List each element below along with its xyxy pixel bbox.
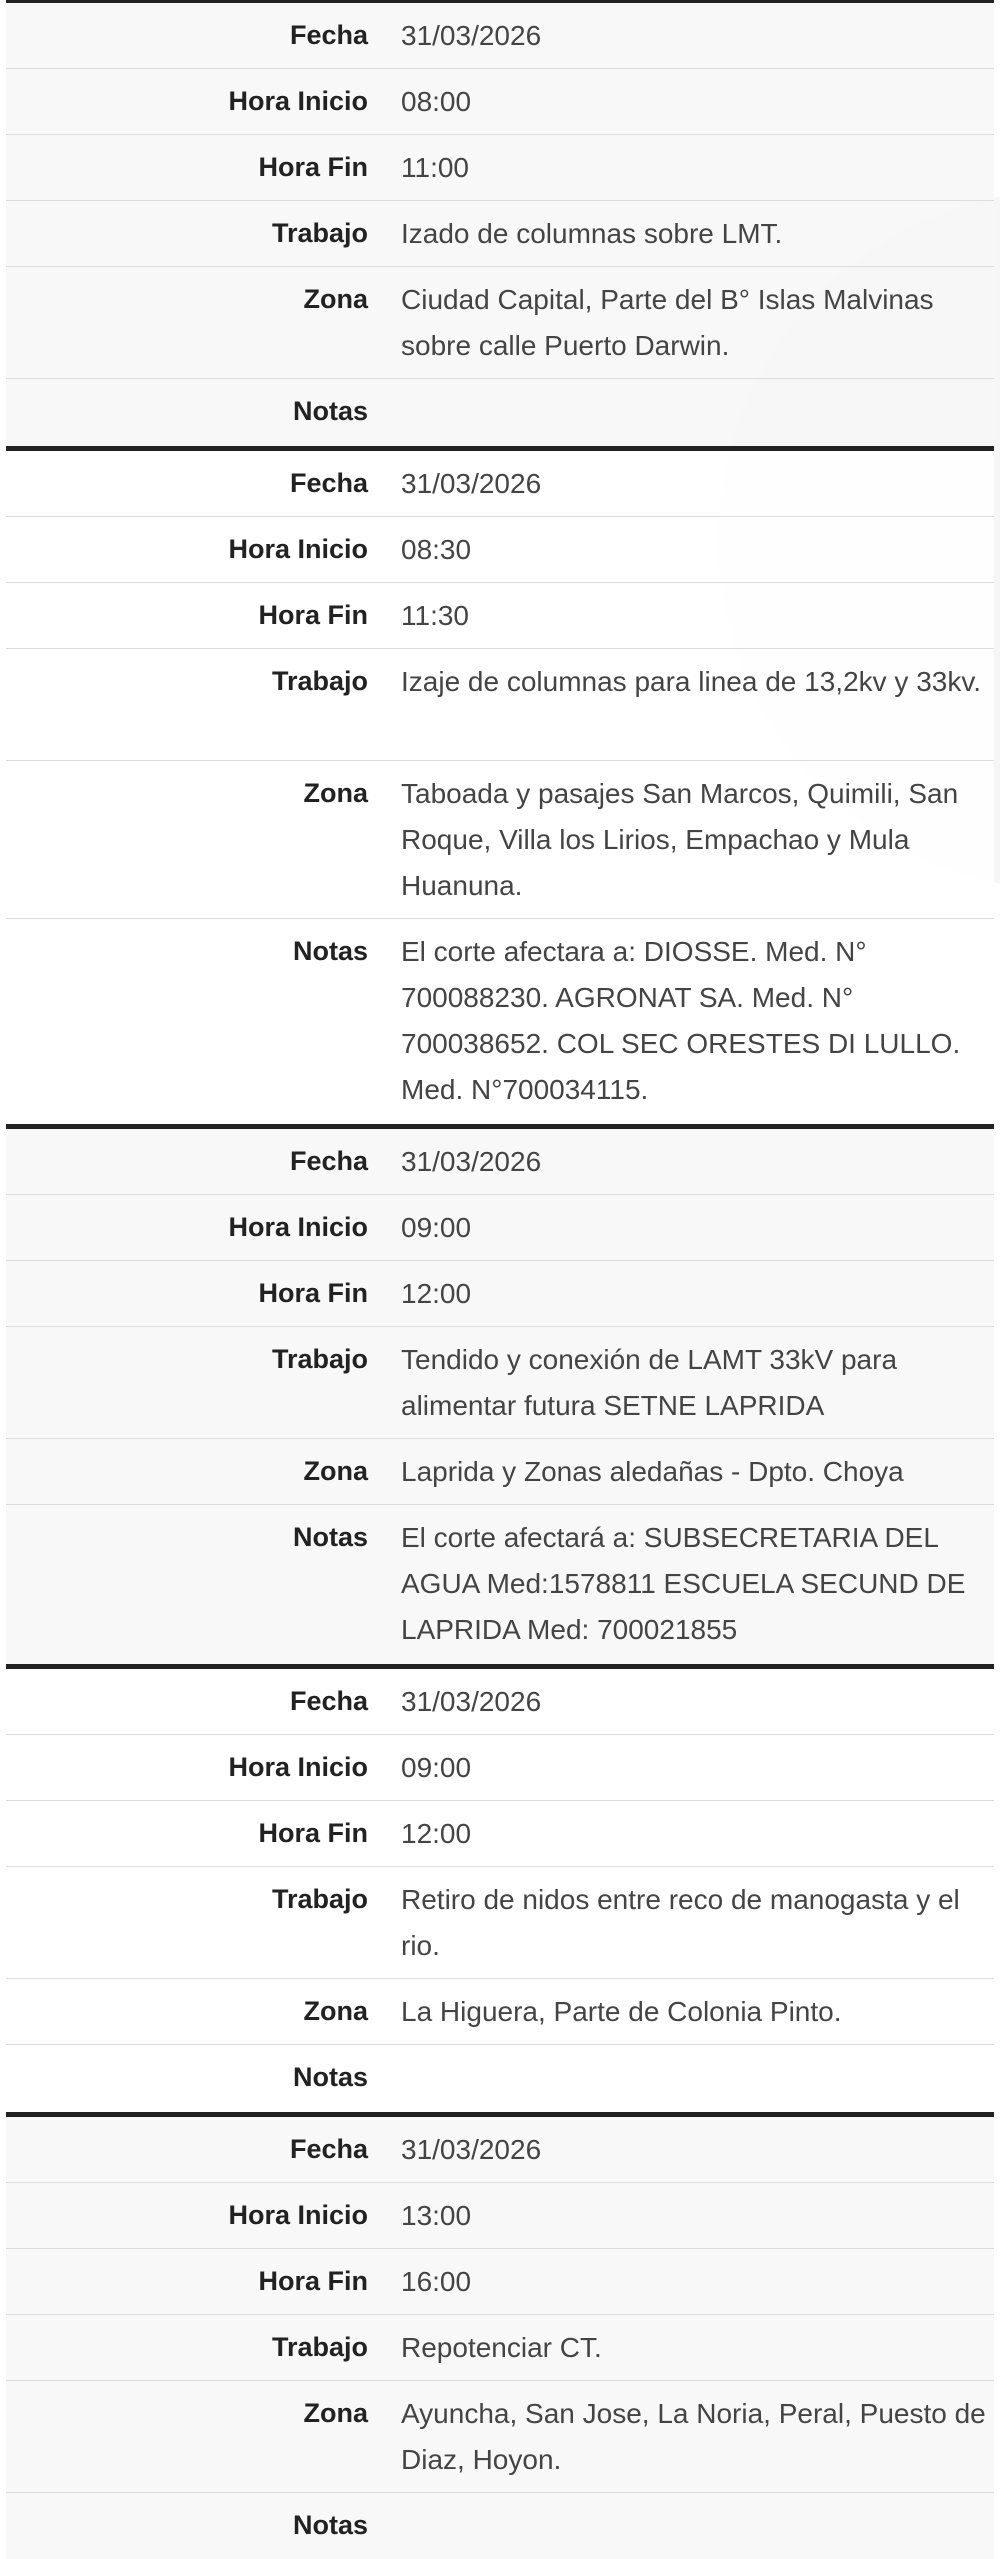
row-notas	[6, 919, 994, 1124]
row-fecha	[6, 3, 994, 69]
row-hora-fin	[6, 583, 994, 649]
trabajo-label: Trabajo	[271, 666, 368, 696]
notas-value: El corte afectará a: SUBSECRETARIA DEL AGUA Med:1578811 ESCUELA SECUND DE LAPRIDA Med: 700021855	[401, 1522, 966, 1645]
row-hora-inicio	[6, 1735, 994, 1801]
hora-fin-value: 12:00	[401, 1818, 472, 1849]
notas-label: Notas	[292, 2062, 368, 2092]
fecha-label: Fecha	[289, 2134, 368, 2164]
hora-fin-label: Hora Fin	[258, 2266, 368, 2296]
zona-value: Laprida y Zonas aledañas - Dpto. Choya	[401, 1456, 904, 1487]
notas-value	[401, 373, 994, 446]
row-trabajo	[6, 649, 994, 761]
fecha-label: Fecha	[289, 20, 368, 50]
row-hora-inicio	[6, 69, 994, 135]
notas-value	[401, 2039, 994, 2112]
zona-label: Zona	[303, 1456, 368, 1486]
hora-inicio-value: 09:00	[401, 1212, 472, 1243]
row-hora-fin	[6, 1801, 994, 1867]
hora-inicio-label: Hora Inicio	[228, 86, 368, 116]
row-hora-fin	[6, 2249, 994, 2315]
hora-inicio-value: 09:00	[401, 1752, 472, 1783]
row-trabajo	[6, 2315, 994, 2381]
hora-inicio-value: 08:00	[401, 86, 472, 117]
outage-entry	[6, 1124, 994, 1664]
trabajo-label: Trabajo	[271, 218, 368, 248]
row-zona	[6, 1439, 994, 1505]
row-notas	[6, 2045, 994, 2112]
outage-entry	[6, 1664, 994, 2112]
row-fecha	[6, 2117, 994, 2183]
trabajo-value: Tendido y conexión de LAMT 33kV para alimentar futura SETNE LAPRIDA	[401, 1344, 898, 1421]
row-fecha	[6, 1669, 994, 1735]
row-trabajo	[6, 201, 994, 267]
fecha-value: 31/03/2026	[401, 2134, 542, 2165]
notas-label: Notas	[292, 2510, 368, 2540]
outage-entry	[6, 2112, 994, 2559]
outage-entry	[6, 446, 994, 1124]
hora-fin-label: Hora Fin	[258, 1818, 368, 1848]
row-notas	[6, 1505, 994, 1664]
row-zona	[6, 2381, 994, 2493]
hora-fin-label: Hora Fin	[258, 1278, 368, 1308]
zona-value: Taboada y pasajes San Marcos, Quimili, San Roque, Villa los Lirios, Empachao y Mula Huanuna.	[401, 778, 959, 901]
hora-fin-value: 16:00	[401, 2266, 472, 2297]
row-notas	[6, 379, 994, 446]
hora-inicio-label: Hora Inicio	[228, 1752, 368, 1782]
trabajo-value: Repotenciar CT.	[401, 2332, 602, 2363]
notas-value: El corte afectara a: DIOSSE. Med. N° 700088230. AGRONAT SA. Med. N° 700038652. COL SEC ORESTES DI LULLO. Med. N°700034115.	[401, 936, 961, 1105]
fecha-label: Fecha	[289, 1146, 368, 1176]
trabajo-label: Trabajo	[271, 1344, 368, 1374]
hora-fin-label: Hora Fin	[258, 600, 368, 630]
row-hora-inicio	[6, 517, 994, 583]
zona-label: Zona	[303, 2398, 368, 2428]
fecha-value: 31/03/2026	[401, 468, 542, 499]
row-zona	[6, 267, 994, 379]
trabajo-value: Izaje de columnas para linea de 13,2kv y 33kv.	[401, 666, 982, 697]
hora-fin-value: 11:00	[401, 152, 469, 183]
trabajo-value: Retiro de nidos entre reco de manogasta y el rio.	[401, 1884, 960, 1961]
zona-label: Zona	[303, 1996, 368, 2026]
notas-label: Notas	[292, 936, 368, 966]
zona-value: La Higuera, Parte de Colonia Pinto.	[401, 1996, 842, 2027]
row-trabajo	[6, 1867, 994, 1979]
zona-value: Ayuncha, San Jose, La Noria, Peral, Puesto de Diaz, Hoyon.	[401, 2398, 986, 2475]
zona-value: Ciudad Capital, Parte del B° Islas Malvinas sobre calle Puerto Darwin.	[401, 284, 934, 361]
row-hora-fin	[6, 135, 994, 201]
row-zona	[6, 1979, 994, 2045]
notas-label: Notas	[292, 396, 368, 426]
hora-inicio-value: 08:30	[401, 534, 472, 565]
hora-inicio-label: Hora Inicio	[228, 1212, 368, 1242]
trabajo-label: Trabajo	[271, 2332, 368, 2362]
row-fecha	[6, 451, 994, 517]
trabajo-value: Izado de columnas sobre LMT.	[401, 218, 783, 249]
notas-label: Notas	[292, 1522, 368, 1552]
hora-fin-label: Hora Fin	[258, 152, 368, 182]
fecha-value: 31/03/2026	[401, 1686, 542, 1717]
row-trabajo	[6, 1327, 994, 1439]
fecha-value: 31/03/2026	[401, 20, 542, 51]
hora-fin-value: 12:00	[401, 1278, 472, 1309]
hora-inicio-label: Hora Inicio	[228, 2200, 368, 2230]
row-hora-fin	[6, 1261, 994, 1327]
notas-value	[401, 2487, 994, 2559]
fecha-label: Fecha	[289, 468, 368, 498]
fecha-label: Fecha	[289, 1686, 368, 1716]
trabajo-label: Trabajo	[271, 1884, 368, 1914]
fecha-value: 31/03/2026	[401, 1146, 542, 1177]
zona-label: Zona	[303, 284, 368, 314]
row-notas	[6, 2493, 994, 2559]
row-hora-inicio	[6, 1195, 994, 1261]
row-hora-inicio	[6, 2183, 994, 2249]
hora-inicio-value: 13:00	[401, 2200, 472, 2231]
row-fecha	[6, 1129, 994, 1195]
row-zona	[6, 761, 994, 919]
outage-list	[6, 0, 994, 2559]
hora-inicio-label: Hora Inicio	[228, 534, 368, 564]
hora-fin-value: 11:30	[401, 600, 469, 631]
outage-entry	[6, 0, 994, 446]
zona-label: Zona	[303, 778, 368, 808]
